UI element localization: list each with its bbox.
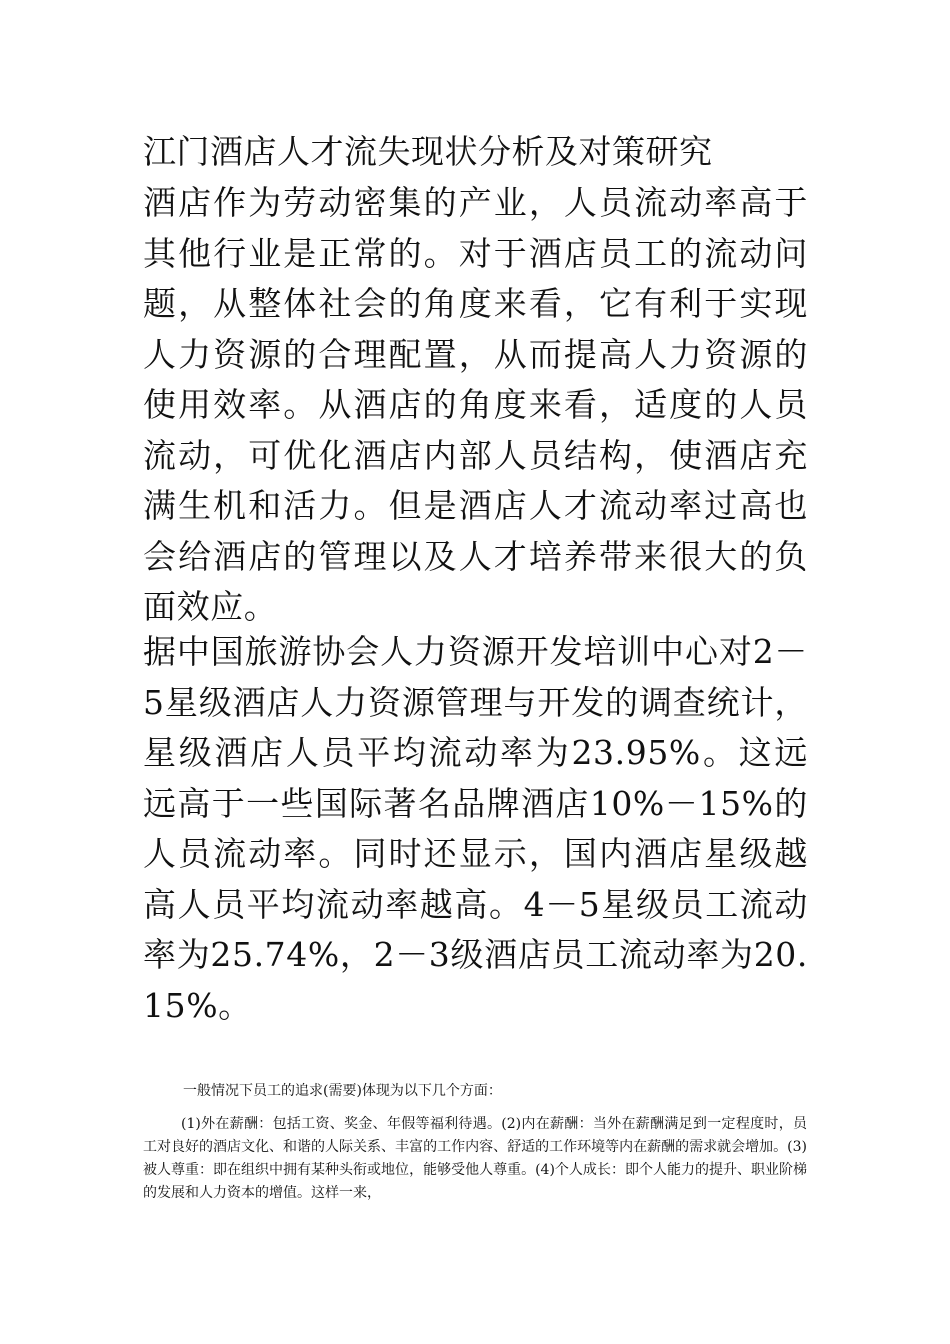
paragraph-turnover-statistics: 据中国旅游协会人力资源开发培训中心对2－5星级酒店人力资源管理与开发的调查统计，星级酒店人员平均流动率为23.95%。这远远高于一些国际著名品牌酒店10%－15%的人员流动率。同时还显示，国内酒店星级越高人员平均流动率越高。4－5星级员工流动率为25.74%，2－3级酒店员工流动率为20.15%。 (143, 632, 808, 1025)
employee-needs-intro: 一般情况下员工的追求(需要)体现为以下几个方面： (183, 1083, 502, 1099)
paragraph-staff-turnover-intro: 酒店作为劳动密集的产业，人员流动率高于其他行业是正常的。对于酒店员工的流动问题，从整体社会的角度来看，它有利于实现人力资源的合理配置，从而提高人力资源的使用效率。从酒店的角度来看，适度的人员流动，可优化酒店内部人员结构，使酒店充满生机和活力。但是酒店人才流动率过高也会给酒店的管理以及人才培养带来很大的负面效应。 (143, 183, 808, 626)
employee-needs-list: (1)外在薪酬：包括工资、奖金、年假等福利待遇。(2)内在薪酬：当外在薪酬满足到一定程度时，员工对良好的酒店文化、和谐的人际关系、丰富的工作内容、舒适的工作环境等内在薪酬的需求就会增加。(3)被人尊重：即在组织中拥有某种头衔或地位，能够受他人尊重。(4)个人成长：即个人能力的提升、职业阶梯的发展和人力资本的增值。这样一来， (143, 1116, 807, 1201)
document-title: 江门酒店人才流失现状分析及对策研究 (143, 132, 713, 171)
